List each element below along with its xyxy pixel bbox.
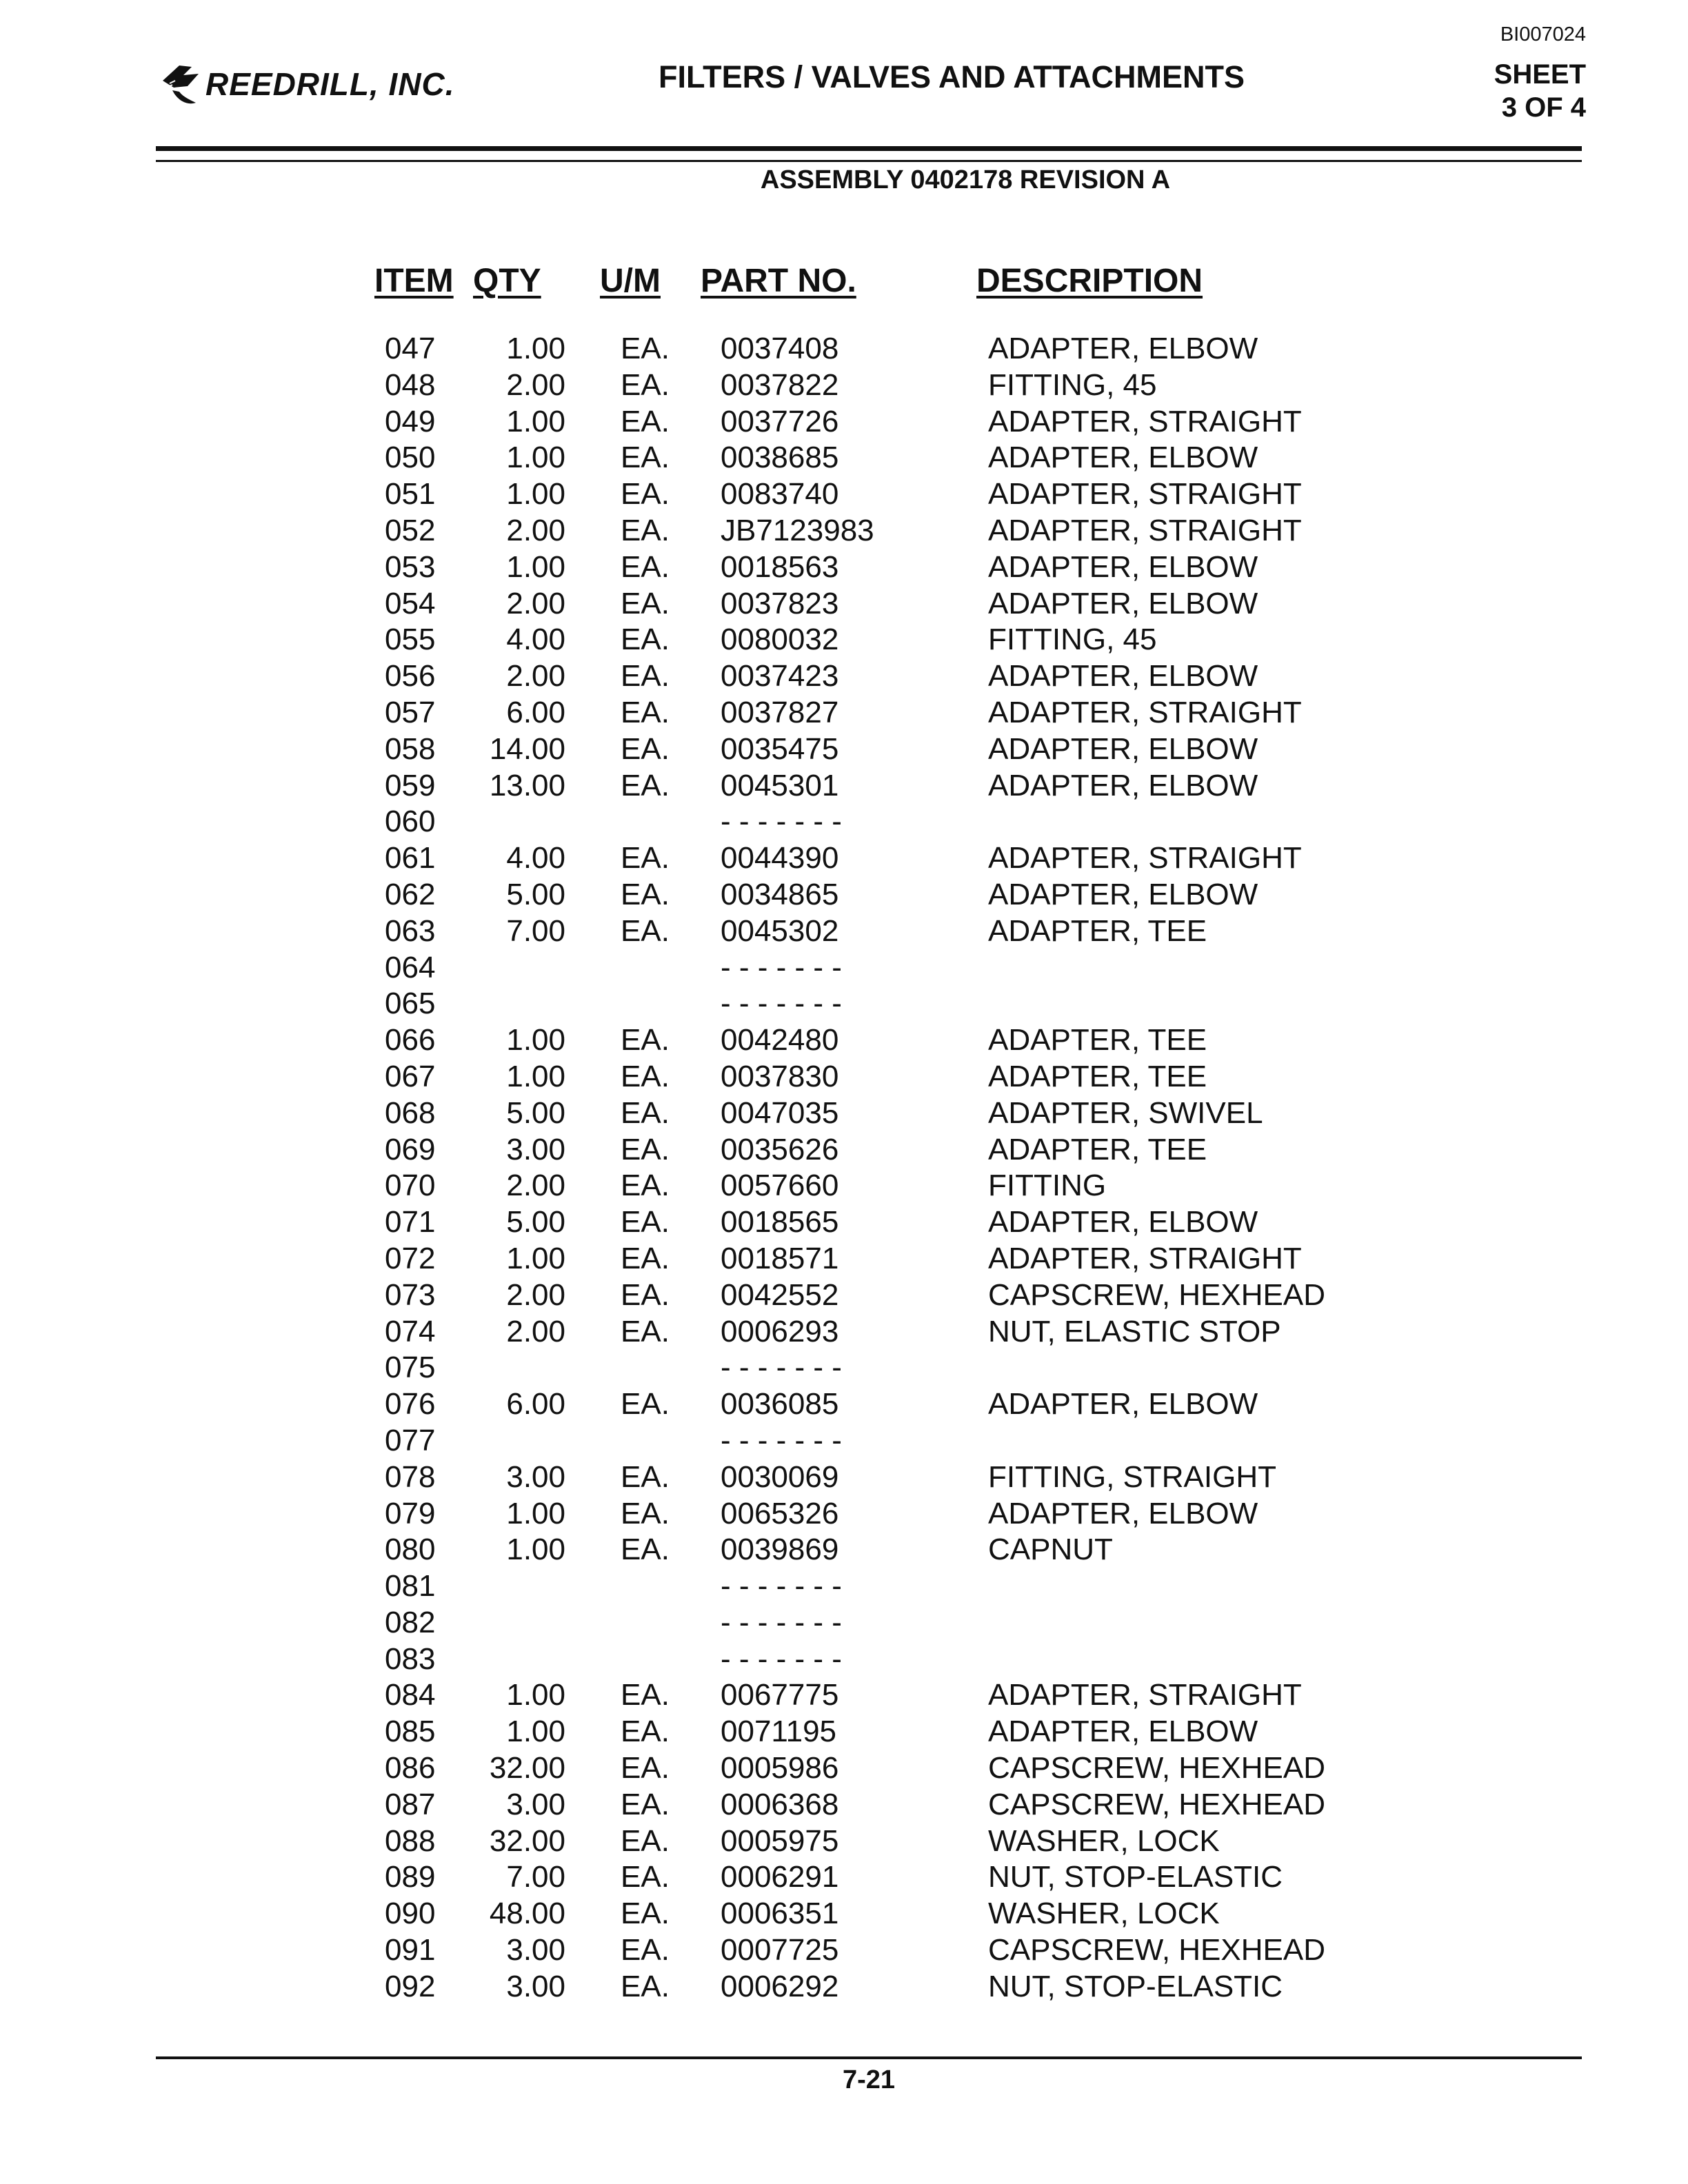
- item-number: 063: [385, 913, 436, 948]
- document-code: BI007024: [1500, 23, 1586, 46]
- item-number: 079: [385, 1496, 436, 1530]
- unit-of-measure: EA.: [621, 1059, 670, 1093]
- table-row: [0, 440, 1688, 476]
- description: ADAPTER, STRAIGHT: [988, 841, 1302, 876]
- description: FITTING, 45: [988, 623, 1157, 657]
- unit-of-measure: EA.: [621, 404, 670, 438]
- description: CAPSCREW, HEXHEAD: [988, 1933, 1325, 1968]
- unit-of-measure: EA.: [621, 441, 670, 475]
- item-number: 069: [385, 1132, 436, 1166]
- part-number: 0037423: [721, 659, 839, 694]
- part-number: - - - - - - -: [721, 1641, 842, 1676]
- quantity: 7.00: [506, 913, 565, 948]
- column-header-qty: QTY: [473, 263, 541, 299]
- item-number: 067: [385, 1059, 436, 1093]
- description: CAPSCREW, HEXHEAD: [988, 1787, 1325, 1821]
- part-number: 0034865: [721, 877, 839, 911]
- quantity: 6.00: [506, 695, 565, 729]
- part-number: 0037408: [721, 332, 839, 365]
- item-number: 070: [385, 1169, 436, 1203]
- description: CAPSCREW, HEXHEAD: [988, 1751, 1325, 1786]
- part-number: 0038685: [721, 441, 839, 475]
- part-number: 0037823: [721, 586, 839, 620]
- table-row: [0, 622, 1688, 658]
- table-row: [0, 1241, 1688, 1277]
- part-number: 0006292: [721, 1969, 839, 2003]
- table-row: [0, 1314, 1688, 1351]
- description: FITTING, STRAIGHT: [988, 1459, 1276, 1494]
- table-row: [0, 986, 1688, 1022]
- description: NUT, STOP-ELASTIC: [988, 1860, 1283, 1894]
- unit-of-measure: EA.: [621, 695, 670, 729]
- quantity: 1.00: [506, 1059, 565, 1093]
- item-number: 072: [385, 1241, 436, 1275]
- table-row: [0, 1386, 1688, 1423]
- column-header-um: U/M: [600, 263, 661, 299]
- item-number: 054: [385, 586, 436, 620]
- quantity: 1.00: [506, 1533, 565, 1567]
- quantity: 1.00: [506, 477, 565, 512]
- quantity: 48.00: [489, 1897, 565, 1931]
- part-number: 0067775: [721, 1678, 839, 1712]
- table-row: [0, 1896, 1688, 1932]
- item-number: 076: [385, 1387, 436, 1422]
- item-number: 055: [385, 623, 436, 657]
- table-row: [0, 476, 1688, 513]
- company-name: REEDRILL, INC.: [205, 66, 455, 102]
- unit-of-measure: EA.: [621, 586, 670, 620]
- description: ADAPTER, ELBOW: [988, 441, 1258, 475]
- item-number: 049: [385, 404, 436, 438]
- description: ADAPTER, ELBOW: [988, 659, 1258, 694]
- description: ADAPTER, ELBOW: [988, 332, 1258, 365]
- table-row: [0, 1059, 1688, 1095]
- item-number: 082: [385, 1605, 436, 1639]
- quantity: 7.00: [506, 1860, 565, 1894]
- quantity: 5.00: [506, 877, 565, 911]
- part-number: 0037726: [721, 404, 839, 438]
- part-number: 0039869: [721, 1533, 839, 1567]
- quantity: 2.00: [506, 367, 565, 402]
- part-number: 0037822: [721, 367, 839, 402]
- description: WASHER, LOCK: [988, 1823, 1220, 1858]
- quantity: 13.00: [489, 768, 565, 802]
- table-row: [0, 1095, 1688, 1132]
- quantity: 14.00: [489, 731, 565, 766]
- unit-of-measure: EA.: [621, 1277, 670, 1312]
- part-number: 0030069: [721, 1459, 839, 1494]
- quantity: 1.00: [506, 404, 565, 438]
- description: ADAPTER, STRAIGHT: [988, 513, 1302, 547]
- quantity: 32.00: [489, 1823, 565, 1858]
- table-row: [0, 586, 1688, 623]
- table-row: [0, 1350, 1688, 1386]
- quantity: 1.00: [506, 1241, 565, 1275]
- quantity: 2.00: [506, 513, 565, 547]
- table-row: [0, 804, 1688, 840]
- unit-of-measure: EA.: [621, 768, 670, 802]
- header-rule-thin: [156, 160, 1582, 162]
- description: ADAPTER, ELBOW: [988, 768, 1258, 802]
- unit-of-measure: EA.: [621, 659, 670, 694]
- unit-of-measure: EA.: [621, 332, 670, 365]
- item-number: 065: [385, 987, 436, 1021]
- description: ADAPTER, ELBOW: [988, 877, 1258, 911]
- item-number: 091: [385, 1933, 436, 1968]
- unit-of-measure: EA.: [621, 623, 670, 657]
- part-number: 0018571: [721, 1241, 839, 1275]
- quantity: 2.00: [506, 659, 565, 694]
- page-title: FILTERS / VALVES AND ATTACHMENTS: [659, 59, 1245, 94]
- part-number: 0036085: [721, 1387, 839, 1422]
- item-number: 059: [385, 768, 436, 802]
- quantity: 5.00: [506, 1095, 565, 1130]
- table-row: [0, 404, 1688, 441]
- unit-of-measure: EA.: [621, 1751, 670, 1786]
- description: ADAPTER, ELBOW: [988, 1387, 1258, 1422]
- unit-of-measure: EA.: [621, 1023, 670, 1058]
- unit-of-measure: EA.: [621, 513, 670, 547]
- part-number: - - - - - - -: [721, 1569, 842, 1604]
- unit-of-measure: EA.: [621, 1933, 670, 1968]
- table-row: [0, 1823, 1688, 1860]
- table-row: [0, 513, 1688, 549]
- description: CAPSCREW, HEXHEAD: [988, 1277, 1325, 1312]
- part-number: 0080032: [721, 623, 839, 657]
- table-row: [0, 1496, 1688, 1533]
- table-row: [0, 331, 1688, 367]
- quantity: 2.00: [506, 586, 565, 620]
- item-number: 090: [385, 1897, 436, 1931]
- quantity: 5.00: [506, 1205, 565, 1240]
- description: WASHER, LOCK: [988, 1897, 1220, 1931]
- table-row: [0, 877, 1688, 913]
- part-number: 0035626: [721, 1132, 839, 1166]
- header-rule-thick: [156, 146, 1582, 151]
- table-header: [0, 262, 1688, 303]
- item-number: 061: [385, 841, 436, 876]
- item-number: 053: [385, 549, 436, 584]
- description: NUT, ELASTIC STOP: [988, 1314, 1281, 1348]
- table-row: [0, 367, 1688, 404]
- item-number: 074: [385, 1314, 436, 1348]
- sheet-indicator: [1448, 58, 1586, 124]
- unit-of-measure: EA.: [621, 1969, 670, 2003]
- item-number: 084: [385, 1678, 436, 1712]
- part-number: 0007725: [721, 1933, 839, 1968]
- table-row: [0, 950, 1688, 987]
- unit-of-measure: EA.: [621, 1387, 670, 1422]
- table-row: [0, 1969, 1688, 2005]
- quantity: 3.00: [506, 1969, 565, 2003]
- item-number: 077: [385, 1423, 436, 1457]
- part-number: - - - - - - -: [721, 1423, 842, 1457]
- item-number: 047: [385, 332, 436, 365]
- item-number: 092: [385, 1969, 436, 2003]
- quantity: 3.00: [506, 1132, 565, 1166]
- sheet-number: 3 OF 4: [1501, 92, 1586, 123]
- part-number: 0045302: [721, 913, 839, 948]
- part-number: JB7123983: [721, 513, 874, 547]
- table-row: [0, 913, 1688, 950]
- item-number: 083: [385, 1641, 436, 1676]
- footer-rule: [156, 2056, 1582, 2059]
- part-number: 0057660: [721, 1169, 839, 1203]
- unit-of-measure: EA.: [621, 367, 670, 402]
- quantity: 4.00: [506, 841, 565, 876]
- table-row: [0, 695, 1688, 731]
- item-number: 089: [385, 1860, 436, 1894]
- description: ADAPTER, SWIVEL: [988, 1095, 1263, 1130]
- part-number: - - - - - - -: [721, 987, 842, 1021]
- description: ADAPTER, ELBOW: [988, 549, 1258, 584]
- part-number: 0083740: [721, 477, 839, 512]
- quantity: 2.00: [506, 1314, 565, 1348]
- table-row: [0, 1022, 1688, 1059]
- table-row: [0, 658, 1688, 695]
- quantity: 3.00: [506, 1459, 565, 1494]
- part-number: 0005986: [721, 1751, 839, 1786]
- description: ADAPTER, TEE: [988, 1059, 1207, 1093]
- table-row: [0, 840, 1688, 877]
- table-row: [0, 1459, 1688, 1496]
- part-number: 0006351: [721, 1897, 839, 1931]
- quantity: 1.00: [506, 332, 565, 365]
- item-number: 062: [385, 877, 436, 911]
- item-number: 051: [385, 477, 436, 512]
- unit-of-measure: EA.: [621, 1241, 670, 1275]
- part-number: 0018565: [721, 1205, 839, 1240]
- item-number: 058: [385, 731, 436, 766]
- item-number: 086: [385, 1751, 436, 1786]
- table-row: [0, 1204, 1688, 1241]
- description: ADAPTER, STRAIGHT: [988, 1241, 1302, 1275]
- description: FITTING: [988, 1169, 1107, 1203]
- description: ADAPTER, TEE: [988, 1132, 1207, 1166]
- table-row: [0, 1168, 1688, 1204]
- unit-of-measure: EA.: [621, 1897, 670, 1931]
- part-number: 0044390: [721, 841, 839, 876]
- part-number: 0005975: [721, 1823, 839, 1858]
- description: NUT, STOP-ELASTIC: [988, 1969, 1283, 2003]
- quantity: 1.00: [506, 1496, 565, 1530]
- part-number: 0047035: [721, 1095, 839, 1130]
- quantity: 2.00: [506, 1169, 565, 1203]
- unit-of-measure: EA.: [621, 1715, 670, 1749]
- part-number: - - - - - - -: [721, 1605, 842, 1639]
- part-number: 0006368: [721, 1787, 839, 1821]
- parts-table: [0, 331, 1688, 2005]
- table-row: [0, 1605, 1688, 1641]
- unit-of-measure: EA.: [621, 477, 670, 512]
- item-number: 075: [385, 1351, 436, 1385]
- company-logo: [160, 57, 455, 112]
- quantity: 1.00: [506, 549, 565, 584]
- table-row: [0, 1859, 1688, 1896]
- description: ADAPTER, TEE: [988, 913, 1207, 948]
- description: ADAPTER, TEE: [988, 1023, 1207, 1058]
- item-number: 080: [385, 1533, 436, 1567]
- description: ADAPTER, STRAIGHT: [988, 404, 1302, 438]
- unit-of-measure: EA.: [621, 1678, 670, 1712]
- table-row: [0, 1787, 1688, 1823]
- column-header-description: DESCRIPTION: [976, 263, 1203, 299]
- quantity: 1.00: [506, 1023, 565, 1058]
- table-row: [0, 1677, 1688, 1714]
- unit-of-measure: EA.: [621, 1459, 670, 1494]
- item-number: 078: [385, 1459, 436, 1494]
- quantity: 3.00: [506, 1933, 565, 1968]
- sheet-label: SHEET: [1494, 59, 1586, 90]
- quantity: 1.00: [506, 441, 565, 475]
- part-number: 0035475: [721, 731, 839, 766]
- item-number: 073: [385, 1277, 436, 1312]
- item-number: 050: [385, 441, 436, 475]
- quantity: 4.00: [506, 623, 565, 657]
- unit-of-measure: EA.: [621, 731, 670, 766]
- unit-of-measure: EA.: [621, 1787, 670, 1821]
- description: ADAPTER, ELBOW: [988, 1205, 1258, 1240]
- table-row: [0, 1132, 1688, 1169]
- item-number: 081: [385, 1569, 436, 1604]
- unit-of-measure: EA.: [621, 1314, 670, 1348]
- quantity: 2.00: [506, 1277, 565, 1312]
- unit-of-measure: EA.: [621, 841, 670, 876]
- unit-of-measure: EA.: [621, 1860, 670, 1894]
- item-number: 068: [385, 1095, 436, 1130]
- part-number: 0006293: [721, 1314, 839, 1348]
- unit-of-measure: EA.: [621, 1169, 670, 1203]
- item-number: 087: [385, 1787, 436, 1821]
- quantity: 32.00: [489, 1751, 565, 1786]
- part-number: 0065326: [721, 1496, 839, 1530]
- description: ADAPTER, STRAIGHT: [988, 477, 1302, 512]
- reedrill-logo-icon: [160, 60, 203, 108]
- part-number: - - - - - - -: [721, 950, 842, 984]
- item-number: 064: [385, 950, 436, 984]
- quantity: 3.00: [506, 1787, 565, 1821]
- description: ADAPTER, ELBOW: [988, 1496, 1258, 1530]
- item-number: 066: [385, 1023, 436, 1058]
- table-row: [0, 1932, 1688, 1969]
- unit-of-measure: EA.: [621, 1205, 670, 1240]
- unit-of-measure: EA.: [621, 1132, 670, 1166]
- table-row: [0, 768, 1688, 805]
- table-row: [0, 1277, 1688, 1314]
- table-row: [0, 1532, 1688, 1568]
- table-row: [0, 1568, 1688, 1605]
- item-number: 056: [385, 659, 436, 694]
- table-row: [0, 1641, 1688, 1678]
- description: FITTING, 45: [988, 367, 1157, 402]
- item-number: 057: [385, 695, 436, 729]
- part-number: 0037830: [721, 1059, 839, 1093]
- unit-of-measure: EA.: [621, 877, 670, 911]
- description: ADAPTER, STRAIGHT: [988, 1678, 1302, 1712]
- item-number: 088: [385, 1823, 436, 1858]
- unit-of-measure: EA.: [621, 1095, 670, 1130]
- item-number: 085: [385, 1715, 436, 1749]
- part-number: 0006291: [721, 1860, 839, 1894]
- unit-of-measure: EA.: [621, 1823, 670, 1858]
- item-number: 060: [385, 805, 436, 839]
- part-number: 0071195: [721, 1715, 837, 1749]
- part-number: 0018563: [721, 549, 839, 584]
- quantity: 1.00: [506, 1715, 565, 1749]
- item-number: 052: [385, 513, 436, 547]
- part-number: 0037827: [721, 695, 839, 729]
- part-number: - - - - - - -: [721, 1351, 842, 1385]
- assembly-label: ASSEMBLY 0402178 REVISION A: [760, 165, 1171, 194]
- description: ADAPTER, ELBOW: [988, 731, 1258, 766]
- table-row: [0, 549, 1688, 586]
- quantity: 1.00: [506, 1678, 565, 1712]
- quantity: 6.00: [506, 1387, 565, 1422]
- table-row: [0, 731, 1688, 768]
- table-row: [0, 1750, 1688, 1787]
- description: ADAPTER, ELBOW: [988, 1715, 1258, 1749]
- column-header-part-no: PART NO.: [701, 263, 856, 299]
- item-number: 071: [385, 1205, 436, 1240]
- unit-of-measure: EA.: [621, 1533, 670, 1567]
- table-row: [0, 1714, 1688, 1750]
- item-number: 048: [385, 367, 436, 402]
- part-number: 0045301: [721, 768, 839, 802]
- description: ADAPTER, ELBOW: [988, 586, 1258, 620]
- description: CAPNUT: [988, 1533, 1113, 1567]
- page-number: 7-21: [842, 2065, 896, 2094]
- table-row: [0, 1423, 1688, 1459]
- column-header-item: ITEM: [374, 263, 454, 299]
- part-number: - - - - - - -: [721, 805, 842, 839]
- unit-of-measure: EA.: [621, 913, 670, 948]
- unit-of-measure: EA.: [621, 549, 670, 584]
- description: ADAPTER, STRAIGHT: [988, 695, 1302, 729]
- unit-of-measure: EA.: [621, 1496, 670, 1530]
- part-number: 0042552: [721, 1277, 839, 1312]
- part-number: 0042480: [721, 1023, 839, 1058]
